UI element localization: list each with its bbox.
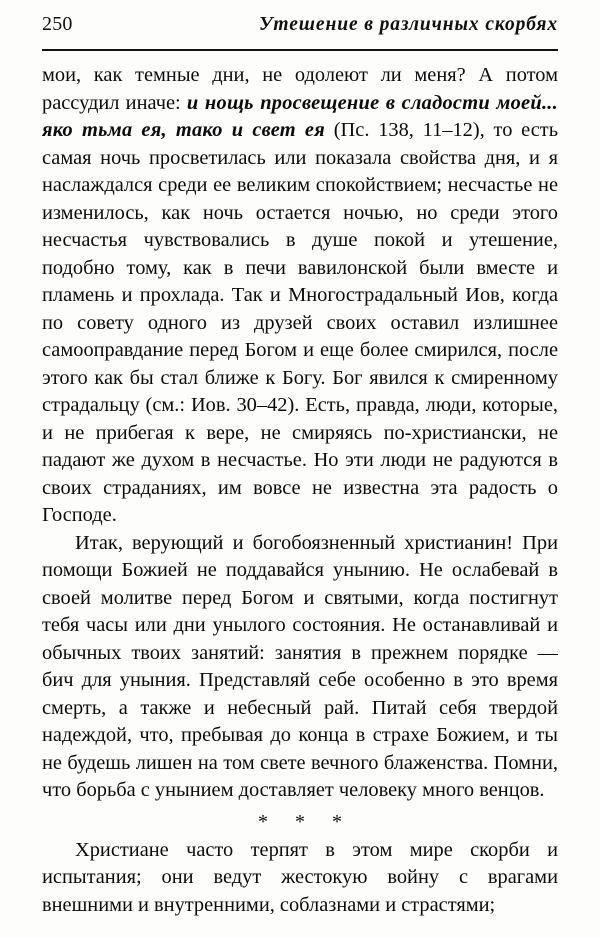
paragraph-1 [42, 62, 558, 530]
text-run: Итак, верующий и богобоязненный христианин! При помощи Божией не поддавайся унынию. Не ослабевай в своей молитве перед Богом и святыми, когда постигнут тебя часы или дни унылого состояния. Не останавливай и обычных твоих занятий: занятия в прежнем порядке — бич для уныния. Представляй себе особенно в это время смерть, а также и небесный рай. Питай себя твердой надеждой, что, пребывая до конца в страхе Божием, и ты не будешь лишен на том свете вечного блаженства. Помни, что борьба с унынием доставляет человеку много венцов. [42, 531, 558, 801]
text-run: Христиане часто терпят в этом мире скорби и испытания; они ведут жестокую войну с врагами внешними и внутренними, соблазнами и страстями; [42, 838, 558, 916]
paragraph-3 [42, 837, 558, 920]
paragraph-2 [42, 530, 558, 805]
text-run: мои, как темные дни, не одолеют ли меня? А потом рассудил иначе: [42, 64, 558, 114]
text-run: (Пс. 138, 11–12), то есть самая ночь просветилась или показала свойства дня, и я наслаждался среди ее великим спокойствием; несчастье не изменилось, как ночь остается ночью, но среди этого несчастья чувствовались в душе покой и утешение, подобно тому, как в печи вавилонской были вместе и пламень и прохлада. Так и Многострадальный Иов, когда по совету одного из друзей своих оставил излишнее самооправдание перед Богом и еще более смирился, после этого как бы стал ближе к Богу. Бог явился к смиренному страдальцу (см.: Иов. 30–42). Есть, правда, люди, которые, и не прибегая к вере, не смиряясь по-христиански, не падают же духом в несчастье. Но эти люди не радуются в своих страданиях, им вовсе не известна эта радость о Господе. [42, 119, 558, 526]
section-divider-asterisks: * * * [258, 810, 353, 833]
page-number: 250 [42, 13, 73, 35]
body-text-column [42, 62, 558, 919]
header-divider-rule [42, 49, 558, 51]
running-head-title: Утешение в различных скорбях [258, 14, 558, 35]
running-head [42, 14, 558, 44]
scripture-quote: и нощь просвещение в сладости моей... яко тьма ея, тако и свет ея [42, 91, 558, 141]
